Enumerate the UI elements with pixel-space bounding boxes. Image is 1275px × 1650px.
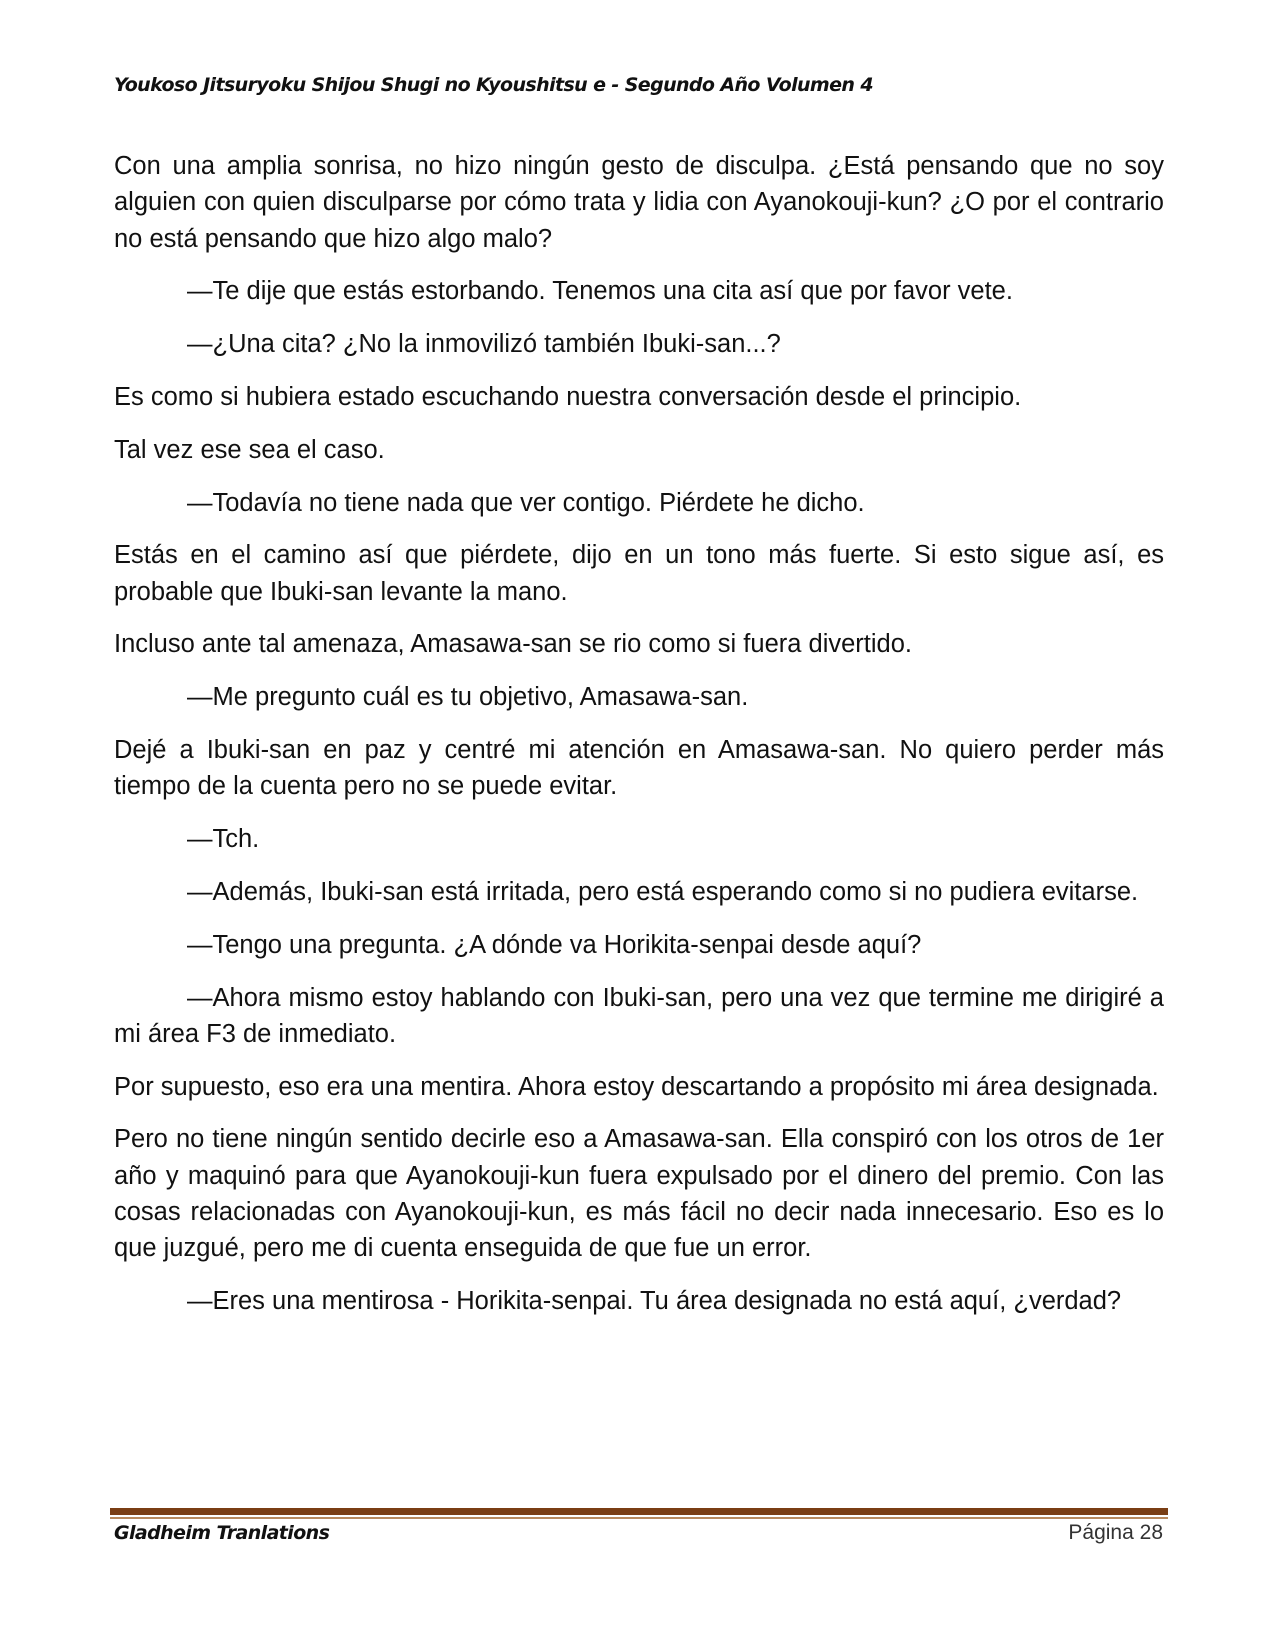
- dialog-paragraph: —Tch.: [187, 825, 260, 854]
- narration-paragraph: Dejé a Ibuki-san en paz y centré mi atención en Amasawa-san. No quiero perder más tiempo de la cuenta pero no se puede evitar.: [114, 736, 1164, 801]
- dialog-paragraph: —Eres una mentirosa - Horikita-senpai. Tu área designada no está aquí, ¿verdad?: [187, 1287, 1122, 1316]
- page-number-value: 28: [1139, 1521, 1163, 1544]
- dialog-paragraph: —Además, Ibuki-san está irritada, pero está esperando como si no pudiera evitarse.: [187, 877, 1139, 906]
- narration-paragraph: Estás en el camino así que piérdete, dijo en un tono más fuerte. Si esto sigue así, es probable que Ibuki-san levante la mano.: [114, 541, 1164, 606]
- running-header: Youkoso Jitsuryoku Shijou Shugi no Kyoushitsu e - Segundo Año Volumen 4: [114, 74, 873, 96]
- narration-paragraph: Con una amplia sonrisa, no hizo ningún gesto de disculpa. ¿Está pensando que no soy alguien con quien disculparse por cómo trata y lidia con Ayanokouji-kun? ¿O por el contrario no está pensando que hizo algo malo?: [114, 152, 1164, 253]
- footer-rule: [110, 1508, 1168, 1519]
- dialog-paragraph: —Te dije que estás estorbando. Tenemos una cita así que por favor vete.: [187, 277, 1013, 306]
- footer-credit: Gladheim Tranlations: [114, 1522, 330, 1544]
- narration-paragraph: Por supuesto, eso era una mentira. Ahora estoy descartando a propósito mi área designada.: [114, 1072, 1159, 1101]
- page-number: [1068, 1521, 1163, 1545]
- narration-paragraph: Pero no tiene ningún sentido decirle eso a Amasawa-san. Ella conspiró con los otros de 1er año y maquinó para que Ayanokouji-kun fuera expulsado por el dinero del premio. Con las cosas relacionadas con Ayanokouji-kun, es más fácil no decir nada innecesario. Eso es lo que juzgué, pero me di cuenta enseguida de que fue un error.: [114, 1125, 1164, 1263]
- dialog-paragraph: —Me pregunto cuál es tu objetivo, Amasawa-san.: [187, 683, 749, 712]
- narration-paragraph: Es como si hubiera estado escuchando nuestra conversación desde el principio.: [114, 382, 1022, 411]
- page-label: Página: [1068, 1521, 1134, 1544]
- dialog-paragraph: —¿Una cita? ¿No la inmovilizó también Ibuki-san...?: [187, 330, 781, 359]
- page-body: [114, 148, 1164, 1336]
- narration-paragraph: Tal vez ese sea el caso.: [114, 435, 385, 464]
- dialog-paragraph: —Todavía no tiene nada que ver contigo. Piérdete he dicho.: [187, 488, 865, 517]
- dialog-paragraph: —Tengo una pregunta. ¿A dónde va Horikita-senpai desde aquí?: [187, 930, 922, 959]
- narration-paragraph: Incluso ante tal amenaza, Amasawa-san se rio como si fuera divertido.: [114, 630, 912, 659]
- dialog-paragraph: —Ahora mismo estoy hablando con Ibuki-san, pero una vez que termine me dirigiré a mi área F3 de inmediato.: [114, 983, 1164, 1048]
